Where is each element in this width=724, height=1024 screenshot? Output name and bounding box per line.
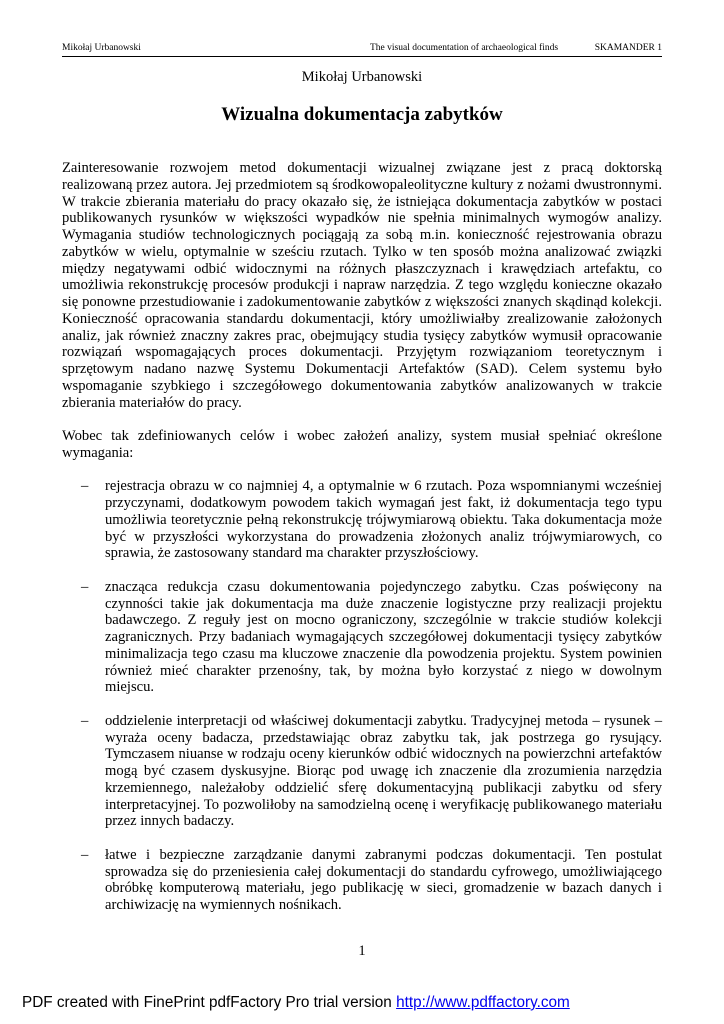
document-title: Wizualna dokumentacja zabytków: [221, 104, 503, 125]
list-item-text: rejestracja obrazu w co najmniej 4, a optymalnie w 6 rzutach. Poza wspomnianymi wcześniej przyczynami, dodatkowym powodem takich wymagań jest fakt, iż dokumentacja tego typu umożliwia teoretycznie pełną rekonstrukcję trójwymiarową obiektu. Taka dokumentacja może być w przyszłości wykorzystana do prowadzenia złożonych analiz trójwymiarowych, co sprawia, że zastosowany standard ma charakter przyszłościowy.: [105, 478, 662, 562]
header-author: Mikołaj Urbanowski: [62, 43, 141, 53]
list-bullet: –: [81, 712, 89, 729]
footer-link[interactable]: http://www.pdffactory.com: [396, 994, 570, 1011]
list-item: [62, 847, 662, 914]
list-item-text: znacząca redukcja czasu dokumentowania pojedynczego zabytku. Czas poświęcony na czynności takie jak dokumentacja ma duże znaczenie logistyczne przy realizacji projektu badawczego. Z reguły jest on mocno ograniczony, szczególnie w trakcie studiów kolekcji zagranicznych. Przy badaniach wymagających szczegółowej dokumentacji tysięcy zabytków minimalizacja tego czasu ma kluczowe znaczenie dla powodzenia projektu. System powinien również mieć charakter przenośny, tak, by można było korzystać z niego w dowolnym miejscu.: [105, 578, 662, 696]
header-journal: SKAMANDER 1: [594, 43, 662, 53]
body-paragraph-requirements-lead: Wobec tak zdefiniowanych celów i wobec założeń analizy, system musiał spełniać określone wymagania:: [62, 428, 662, 461]
document-author: Mikołaj Urbanowski: [301, 69, 423, 85]
pdf-footer: [22, 994, 570, 1012]
body-paragraph-intro: Zainteresowanie rozwojem metod dokumentacji wizualnej związane jest z pracą doktorską realizowaną przez autora. Jej przedmiotem są środkowopaleolityczne kultury z nożami dwustronnymi. W trakcie zbierania materiału do pracy okazało się, że istniejąca dokumentacja zabytków w postaci publikowanych rysunków w większości wypadków nie spełnia minimalnych wymogów analizy. Wymagania studiów technologicznych pociągają za sobą m.in. konieczność rejestrowania obrazu zabytków w wielu, optymalnie w sześciu rzutach. Tylko w ten sposób można analizować związki między negatywami odbić widocznymi na różnych płaszczyznach i krawędziach artefaktu, co umożliwia rekonstrukcję procesów produkcji i napraw narzędzia. Z tego względu konieczne okazało się ponowne przestudiowanie i zadokumentowanie zabytków z większości znanych skądinąd kolekcji. Konieczność opracowania standardu dokumentacji, który umożliwiałby zrealizowanie założonych analiz, jak również znaczny zakres prac, obejmujący studia tysięcy zabytków wymusił opracowanie rozwiązań wspomagających proces dokumentacji. Przyjętym rozwiązaniom teoretycznym i sprzętowym nadano nazwę Systemu Dokumentacji Artefaktów (SAD). Celem systemu było wspomaganie szybkiego i szczegółowego dokumentowania zabytków analizowanych w trakcie zbierania materiałów do pracy.: [62, 160, 662, 411]
page-number: 1: [358, 943, 366, 959]
running-header: [62, 43, 662, 57]
document-body: [62, 160, 662, 914]
footer-text: PDF created with FinePrint pdfFactory Pro trial version: [22, 994, 397, 1011]
list-item-text: oddzielenie interpretacji od właściwej dokumentacji zabytku. Tradycyjnej metoda – rysunek – wyraża oceny badacza, przedstawiając obraz zabytku tak, jak postrzega go rysujący. Tymczasem niuanse w rodzaju oceny kierunków odbić widocznych na powierzchni artefaktów mogą być czasem dyskusyjne. Biorąc pod uwagę ich znaczenie dla zrozumienia narzędzia krzemiennego, należałoby oddzielić sferę dokumentacyjną publikacji zabytku od sfery interpretacyjnej. To pozwoliłoby na samodzielną ocenę i weryfikację publikowanego materiału przez innych badaczy.: [105, 712, 662, 830]
list-bullet: –: [81, 478, 89, 495]
header-running-title: The visual documentation of archaeological finds: [370, 43, 559, 53]
list-item: [62, 478, 662, 562]
list-bullet: –: [81, 846, 89, 863]
list-bullet: –: [81, 578, 89, 595]
requirements-list: [62, 478, 662, 914]
list-item-text: łatwe i bezpieczne zarządzanie danymi zabranymi podczas dokumentacji. Ten postulat sprowadza się do przeniesienia całej dokumentacji do standardu cyfrowego, umożliwiającego obróbkę komputerową materiału, jego publikację w sieci, gromadzenie w bazach danych i archiwizację na wymiennych nośnikach.: [105, 846, 662, 913]
list-item: [62, 579, 662, 696]
list-item: [62, 713, 662, 830]
